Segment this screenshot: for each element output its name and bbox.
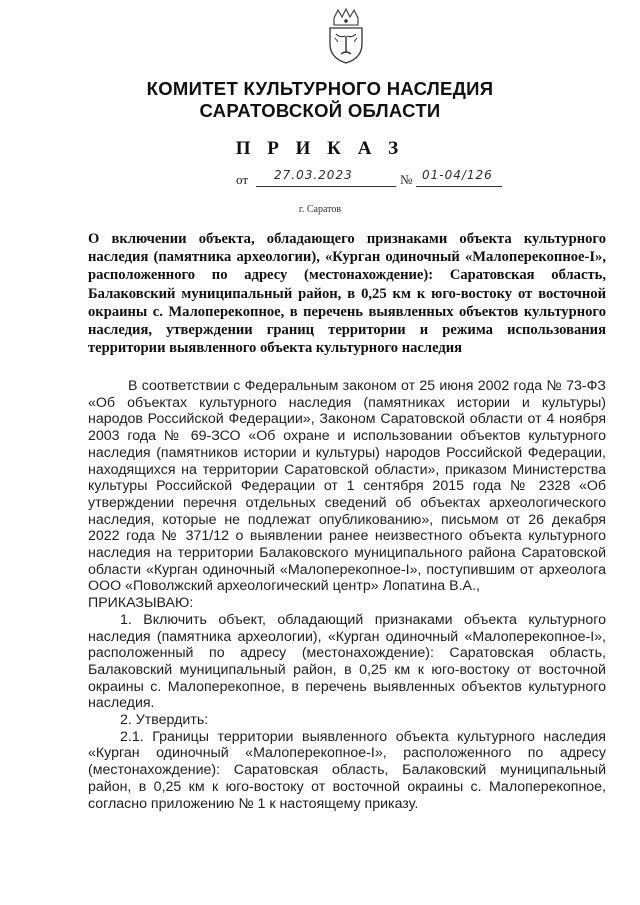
number-value: 01-04/126 <box>422 168 493 182</box>
document-type: П Р И К А З <box>235 138 405 159</box>
date-value: 27.03.2023 <box>274 168 353 182</box>
preamble-paragraph: В соответствии с Федеральным законом от 25 июня 2002 года № 73-ФЗ «Об объектах культурного наследия (памятниках истории и культуры) народов Российской Федерации», Законом Саратовской области от 4 ноября 2003 года № 69-ЗСО «Об охране и использовании объектов культурного наследия (памятников истории и культуры) народов Российской Федерации, находящихся на территории Саратовской области», приказом Министерства культуры Российской Федерации от 1 сентября 2015 года № 2328 «Об утверждении перечня отдельных сведений об объектах археологического наследия, которые не подлежат опубликованию», письмом от 26 декабря 2022 года № 371/12 о выявлении ранее неизвестного объекта культурного наследия на территории Балаковского муниципального района Саратовской области «Курган одиночный «Малоперекопное-I», поступившим от археолога ООО «Поволжский археологический центр» Лопатина В.А., <box>88 378 606 595</box>
city: г. Саратов <box>298 204 342 215</box>
date-label: от <box>236 172 249 187</box>
item-2-1-paragraph: 2.1. Границы территории выявленного объекта культурного наследия «Курган одиночный «Малоперекопное-I», расположенного по адресу (местонахождение): Саратовская область, Балаковский муниципальный район, в 0,25 км к юго-востоку от восточной окраины с. Малоперекопное, согласно приложению № 1 к настоящему приказу. <box>88 728 606 812</box>
organization-line-1: КОМИТЕТ КУЛЬТУРНОГО НАСЛЕДИЯ <box>146 78 494 99</box>
order-word: ПРИКАЗЫВАЮ: <box>88 595 194 612</box>
organization-name <box>0 78 640 122</box>
order-subject: О включении объекта, обладающего признаками объекта культурного наследия (памятника археологии), «Курган одиночный «Малоперекопное-I», расположенного по адресу (местонахождение): Саратовская область, Балаковский муниципальный район, в 0,25 км к юго-востоку от восточной окраины с. Малоперекопное, в перечень выявленных объектов культурного наследия, утверждении границ территории и режима использования территории выявленного объекта культурного наследия <box>88 231 606 357</box>
item-2-paragraph: 2. Утвердить: <box>120 712 209 729</box>
item-1-paragraph: 1. Включить объект, обладающий признаками объекта культурного наследия (памятника археологии), «Курган одиночный «Малоперекопное-I», расположенный по адресу (местонахождение): Саратовская область, Балаковский муниципальный район, в 0,25 км к юго-востоку от восточной окраины с. Малоперекопное, в перечень выявленных объектов культурного наследия. <box>88 611 606 712</box>
date-number-line <box>236 170 536 190</box>
number-label: № <box>400 172 413 187</box>
organization-line-2: САРАТОВСКОЙ ОБЛАСТИ <box>199 100 441 121</box>
coat-of-arms-icon <box>326 8 366 64</box>
order-body <box>88 378 606 812</box>
